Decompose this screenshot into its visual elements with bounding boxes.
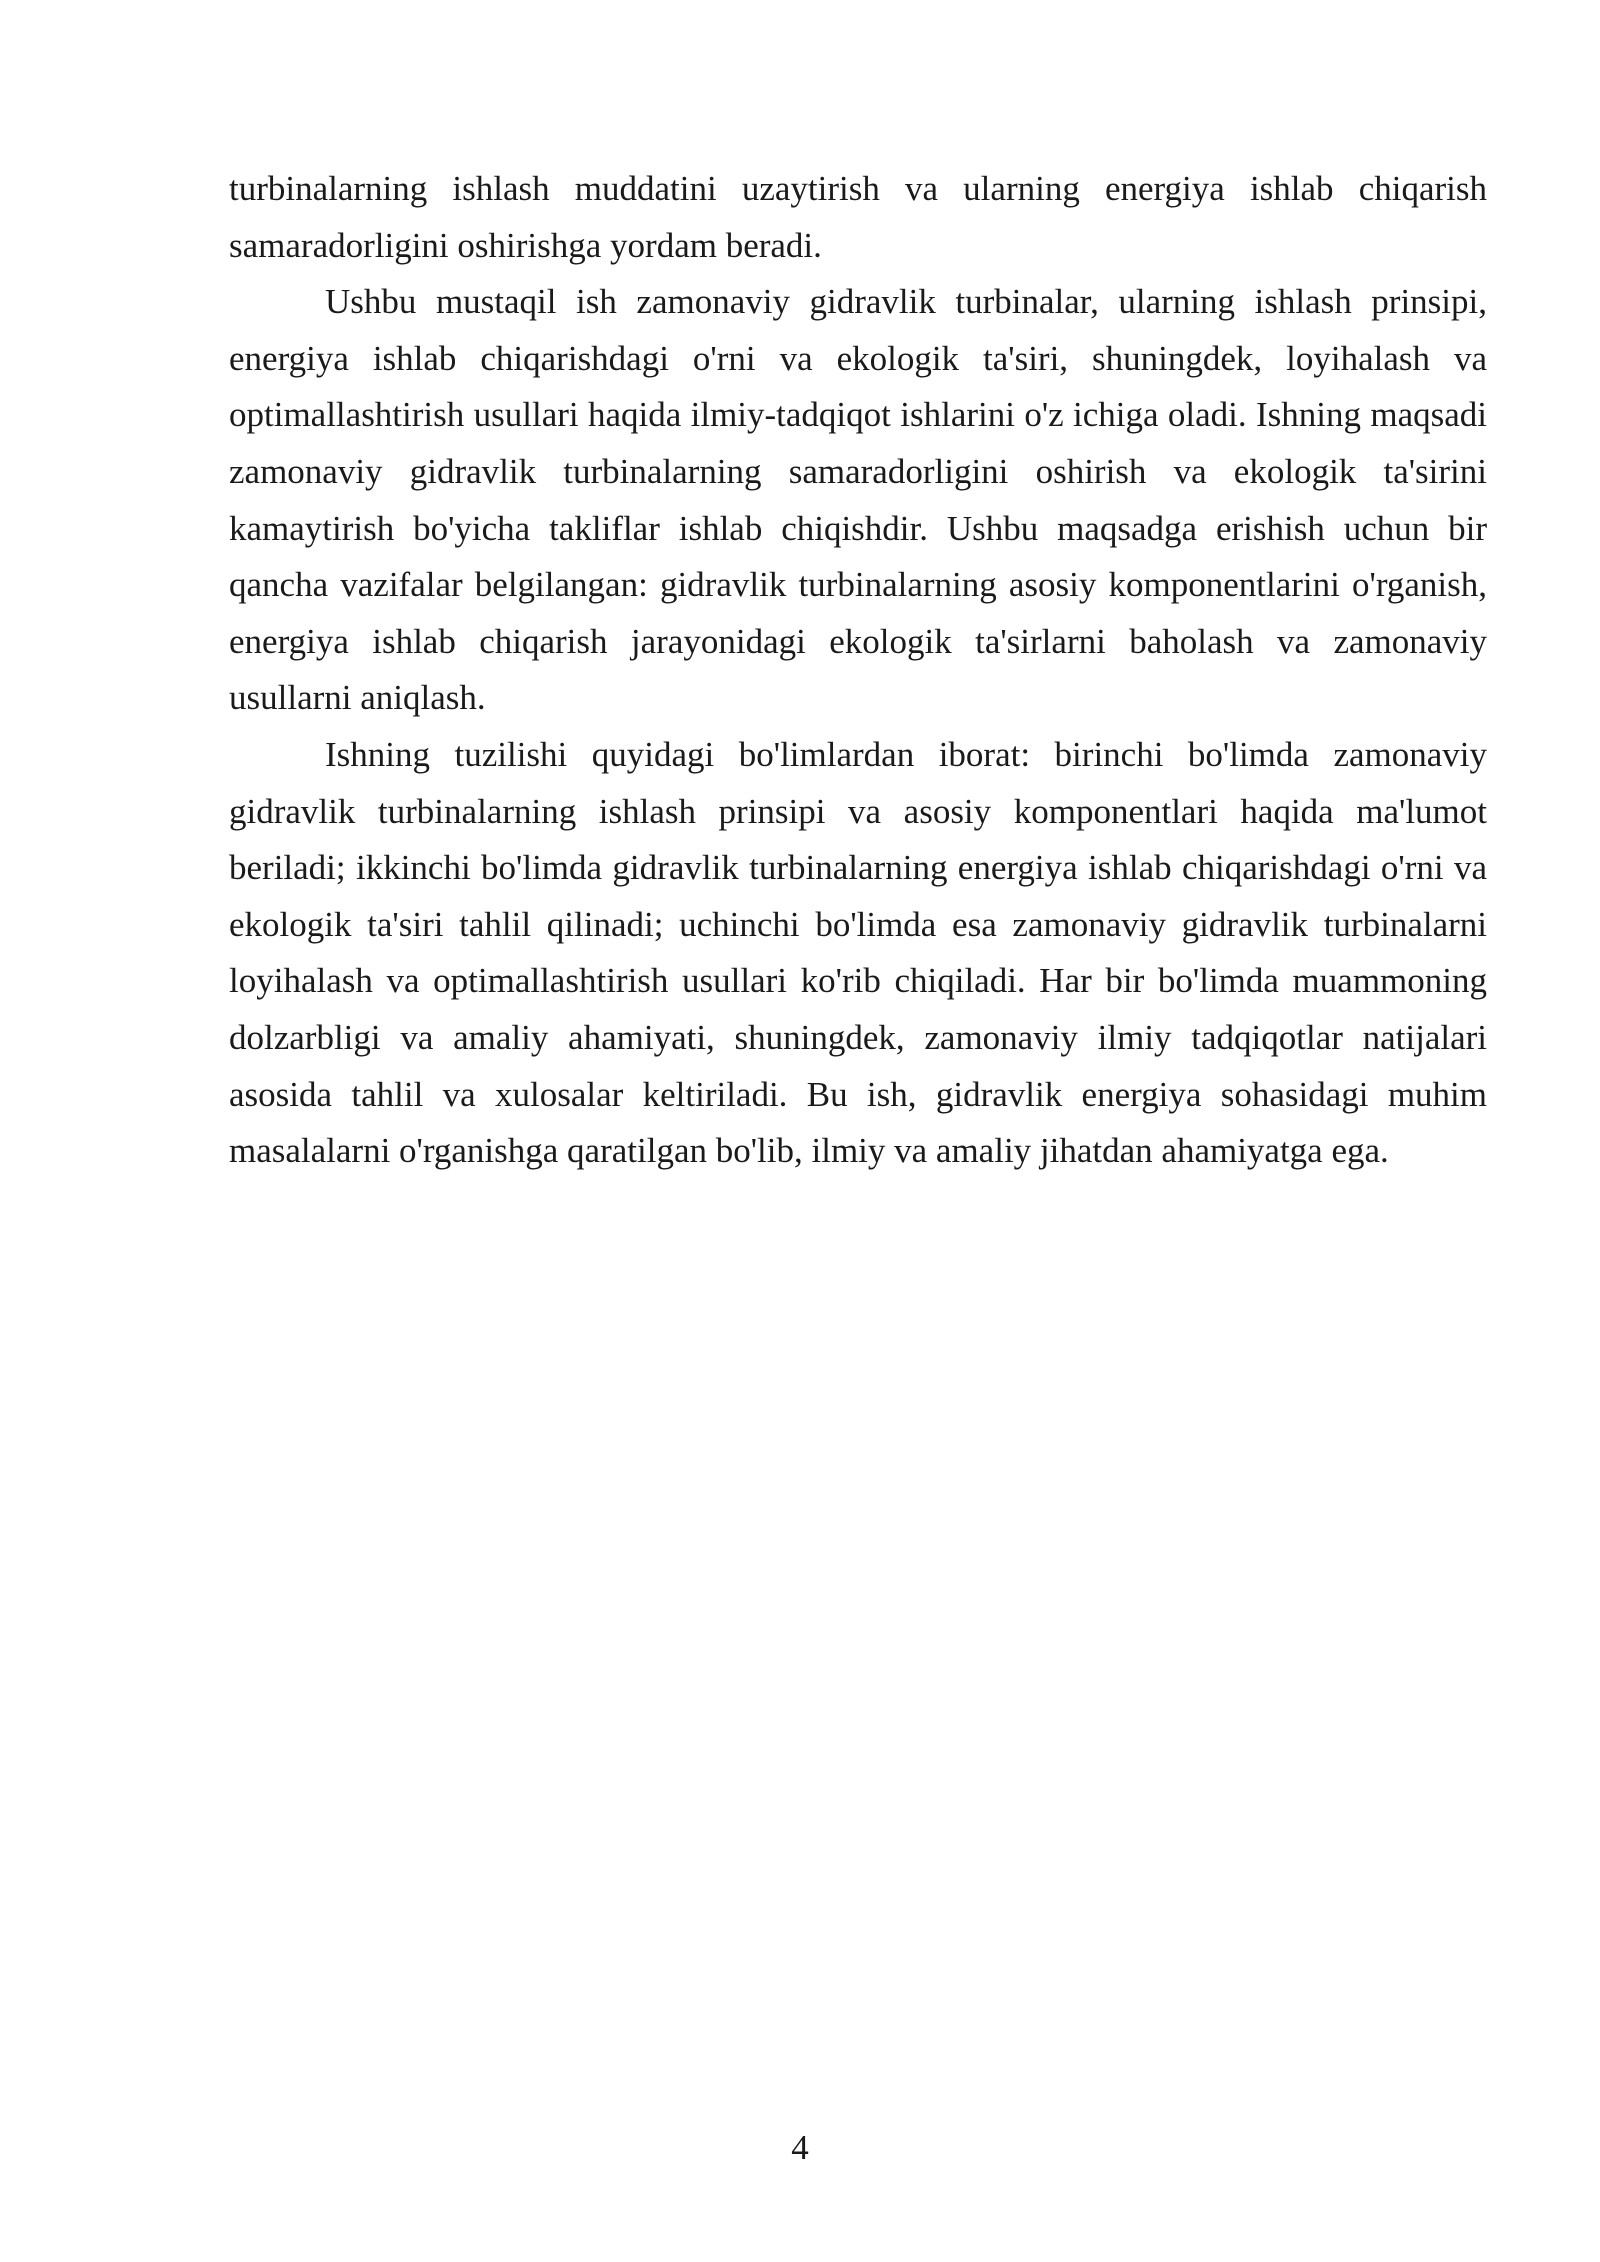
paragraph-structure: Ishning tuzilishi quyidagi bo'limlardan iborat: birinchi bo'limda zamonaviy gidravlik turbinalarning ishlash prinsipi va asosiy komponentlari haqida ma'lumot beriladi; ikkinchi bo'limda gidravlik turbinalarning energiya ishlab chiqarishdagi o'rni va ekologik ta'siri tahlil qilinadi; uchinchi bo'limda esa zamonaviy gidravlik turbinalarni loyihalash va optimallashtirish usullari ko'rib chiqiladi. Har bir bo'limda muammoning dolzarbligi va amaliy ahamiyati, shuningdek, zamonaviy ilmiy tadqiqotlar natijalari asosida tahlil va xulosalar keltiriladi. Bu ish, gidravlik energiya sohasidagi muhim masalalarni o'rganishga qaratilgan bo'lib, ilmiy va amaliy jihatdan ahamiyatga ega. — [229, 734, 1487, 1171]
paragraph-continuation: turbinalarning ishlash muddatini uzaytirish va ularning energiya ishlab chiqarish samaradorligini oshirishga yordam beradi. — [229, 169, 1487, 265]
body-text — [229, 161, 1487, 1180]
page-number: 4 — [791, 2128, 809, 2167]
paragraph-purpose: Ushbu mustaqil ish zamonaviy gidravlik turbinalar, ularning ishlash prinsipi, energiya ishlab chiqarishdagi o'rni va ekologik ta'siri, shuningdek, loyihalash va optimallashtirish usullari haqida ilmiy-tadqiqot ishlarini o'z ichiga oladi. Ishning maqsadi zamonaviy gidravlik turbinalarning samaradorligini oshirish va ekologik ta'sirini kamaytirish bo'yicha takliflar ishlab chiqishdir. Ushbu maqsadga erishish uchun bir qancha vazifalar belgilangan: gidravlik turbinalarning asosiy komponentlarini o'rganish, energiya ishlab chiqarish jarayonidagi ekologik ta'sirlarni baholash va zamonaviy usullarni aniqlash. — [229, 282, 1487, 718]
